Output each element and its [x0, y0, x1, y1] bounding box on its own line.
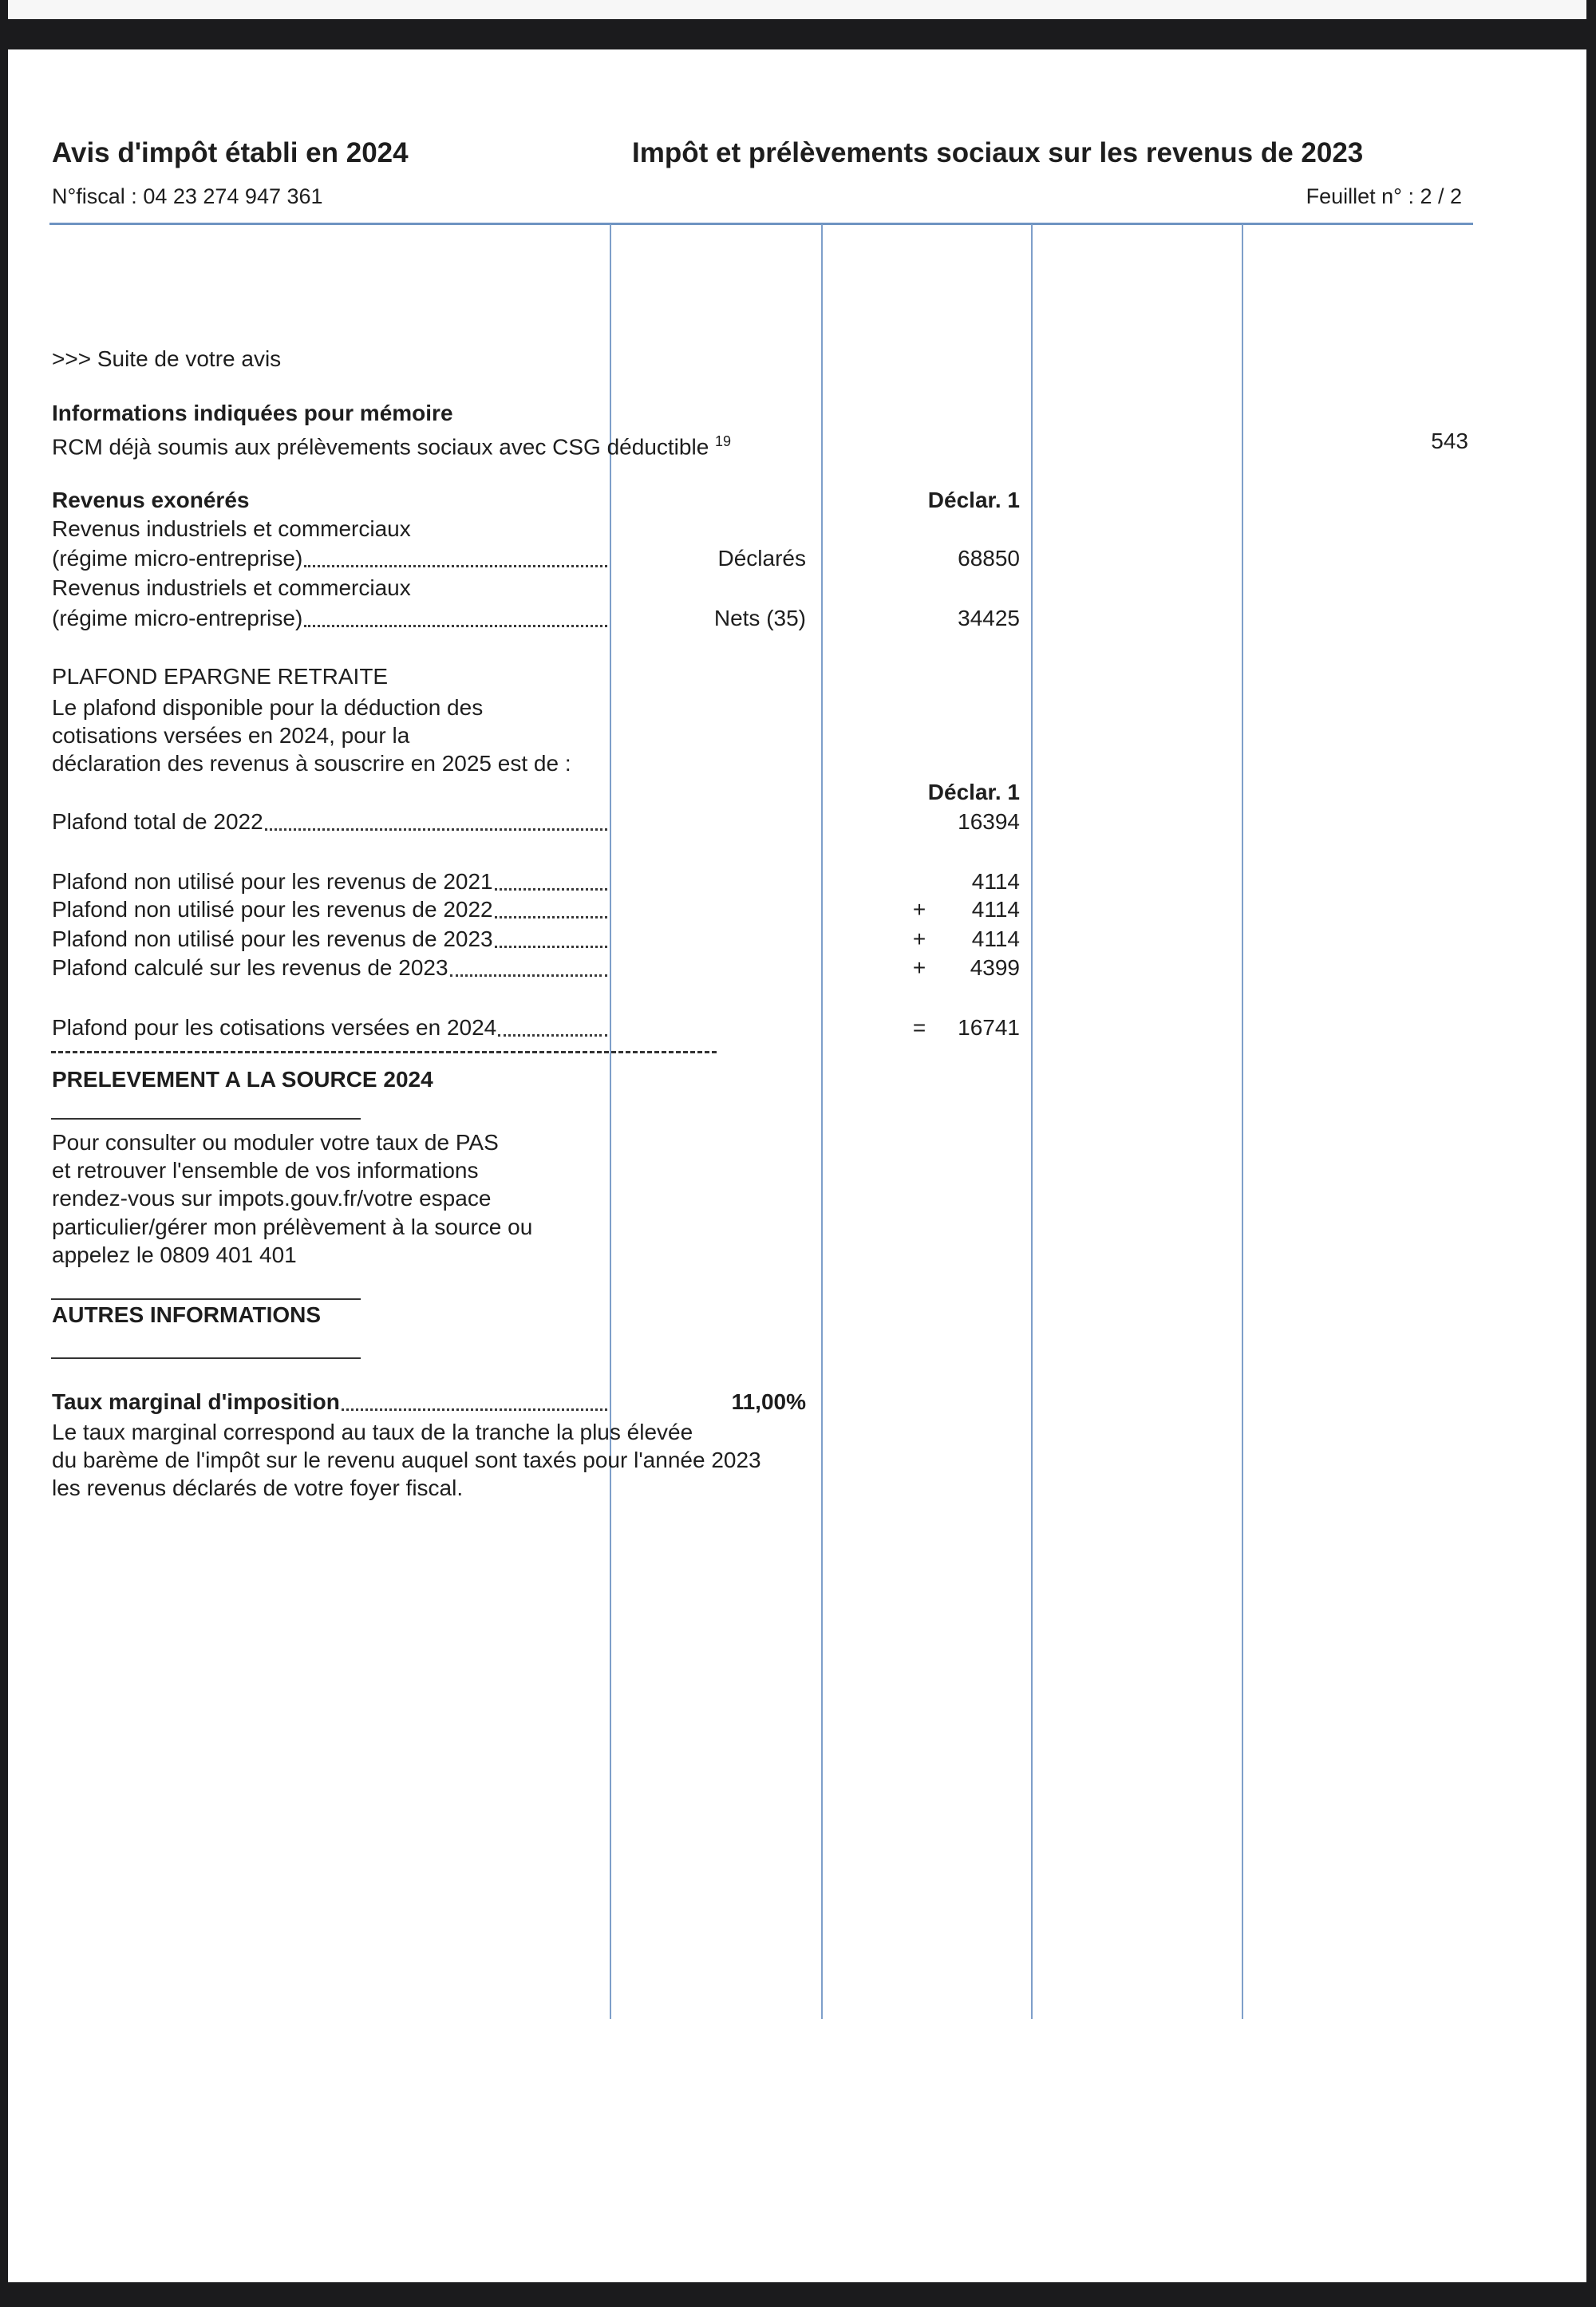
- ric1-leader-row: [52, 544, 609, 573]
- column-divider-1: [610, 224, 611, 2019]
- plafond-row-value: 4399: [970, 955, 1020, 980]
- memoire-heading: Informations indiquées pour mémoire: [52, 401, 453, 425]
- plafond-row-label: Plafond calculé sur les revenus de 2023: [52, 955, 448, 980]
- plafond-row-value: 4114: [971, 926, 1020, 951]
- underscore-rule-2: [51, 1298, 361, 1300]
- dotted-leader: [304, 625, 607, 627]
- pas-line-4: appelez le 0809 401 401: [52, 1242, 297, 1267]
- rcm-footnote-ref: 19: [715, 433, 732, 449]
- dotted-leader: [342, 1408, 607, 1411]
- column-divider-3: [1031, 224, 1033, 2019]
- plafond-row-sign: +: [912, 897, 926, 922]
- underscore-rule-1: [51, 1118, 361, 1120]
- rcm-line: [52, 427, 731, 461]
- previous-page-edge: [8, 0, 1586, 19]
- dotted-leader: [304, 565, 607, 567]
- plafond-row-sign: +: [912, 955, 926, 980]
- dashed-separator: [51, 1051, 717, 1053]
- plafond-row-label: Plafond non utilisé pour les revenus de 2021: [52, 869, 493, 894]
- ric1-value: 68850: [958, 546, 1020, 571]
- fiscal-number: N°fiscal : 04 23 274 947 361: [52, 184, 323, 208]
- pas-line-1: et retrouver l'ensemble de vos informations: [52, 1158, 479, 1183]
- plafond-row-label: Plafond non utilisé pour les revenus de 2023: [52, 926, 493, 951]
- revenus-exoneres-heading: Revenus exonérés: [52, 488, 250, 512]
- underscore-rule-3: [51, 1357, 361, 1359]
- taux-leader-row: [52, 1388, 609, 1416]
- plafond-row-value: 16394: [958, 809, 1020, 834]
- dotted-leader: [495, 946, 607, 948]
- plafond-row-0: [52, 808, 609, 836]
- plafond-row-label: Plafond non utilisé pour les revenus de 2022: [52, 897, 493, 922]
- dotted-leader: [265, 828, 607, 831]
- ric2-value: 34425: [958, 606, 1020, 630]
- declar-column-header-1: Déclar. 1: [927, 488, 1020, 512]
- taux-desc-2: les revenus déclarés de votre foyer fiscal.: [52, 1475, 464, 1500]
- plafond-row-label: Plafond pour les cotisations versées en 2024: [52, 1015, 497, 1040]
- rcm-text: RCM déjà soumis aux prélèvements sociaux avec CSG déductible: [52, 434, 709, 460]
- feuillet-number: Feuillet n° : 2 / 2: [1306, 184, 1462, 208]
- plafond-row-value: 4114: [971, 869, 1020, 894]
- ric1-line1: Revenus industriels et commerciaux: [52, 516, 411, 541]
- plafond-row-value: 16741: [958, 1015, 1020, 1040]
- dotted-leader: [495, 916, 607, 918]
- declar-column-header-2: Déclar. 1: [927, 780, 1020, 804]
- autres-heading: AUTRES INFORMATIONS: [52, 1302, 322, 1327]
- taux-desc-0: Le taux marginal correspond au taux de la tranche la plus élevée: [52, 1420, 693, 1444]
- plafond-desc-3: déclaration des revenus à souscrire en 2025 est de :: [52, 751, 571, 776]
- column-divider-2: [821, 224, 823, 2019]
- plafond-row-sign: =: [912, 1015, 926, 1040]
- dotted-leader: [450, 974, 607, 977]
- rcm-value: 543: [1431, 429, 1468, 453]
- page-title-right: Impôt et prélèvements sociaux sur les revenus de 2023: [632, 137, 1364, 168]
- taux-desc-1: du barème de l'impôt sur le revenu auquel sont taxés pour l'année 2023: [52, 1448, 761, 1472]
- taux-value: 11,00%: [731, 1389, 806, 1414]
- page-title-left: Avis d'impôt établi en 2024: [52, 137, 409, 168]
- pas-line-2: rendez-vous sur impots.gouv.fr/votre espace: [52, 1186, 492, 1211]
- ric2-line2: (régime micro-entreprise): [52, 606, 303, 630]
- plafond-row-5: [52, 1013, 609, 1042]
- dotted-leader: [495, 888, 607, 891]
- plafond-row-2: [52, 895, 609, 924]
- column-divider-4: [1242, 224, 1243, 2019]
- taux-label: Taux marginal d'imposition: [52, 1389, 340, 1414]
- suite-avis-line: >>> Suite de votre avis: [52, 346, 282, 371]
- plafond-row-label: Plafond total de 2022: [52, 809, 263, 834]
- plafond-row-4: [52, 954, 609, 982]
- plafond-row-1: [52, 867, 609, 896]
- ric1-line2: (régime micro-entreprise): [52, 546, 303, 571]
- ric2-leader-row: [52, 604, 609, 633]
- pas-heading: PRELEVEMENT A LA SOURCE 2024: [52, 1067, 433, 1092]
- ric2-label: Nets (35): [713, 606, 806, 630]
- plafond-desc-1: Le plafond disponible pour la déduction des: [52, 695, 484, 720]
- plafond-row-sign: +: [912, 926, 926, 951]
- plafond-row-3: [52, 925, 609, 954]
- ric2-line1: Revenus industriels et commerciaux: [52, 575, 411, 600]
- pas-line-0: Pour consulter ou moduler votre taux de PAS: [52, 1130, 499, 1155]
- plafond-row-value: 4114: [971, 897, 1020, 922]
- header-divider-line: [49, 223, 1473, 225]
- plafond-heading: PLAFOND EPARGNE RETRAITE: [52, 664, 389, 689]
- ric1-label: Déclarés: [717, 546, 806, 571]
- dotted-leader: [498, 1034, 607, 1037]
- pas-line-3: particulier/gérer mon prélèvement à la source ou: [52, 1215, 533, 1239]
- plafond-desc-2: cotisations versées en 2024, pour la: [52, 723, 410, 748]
